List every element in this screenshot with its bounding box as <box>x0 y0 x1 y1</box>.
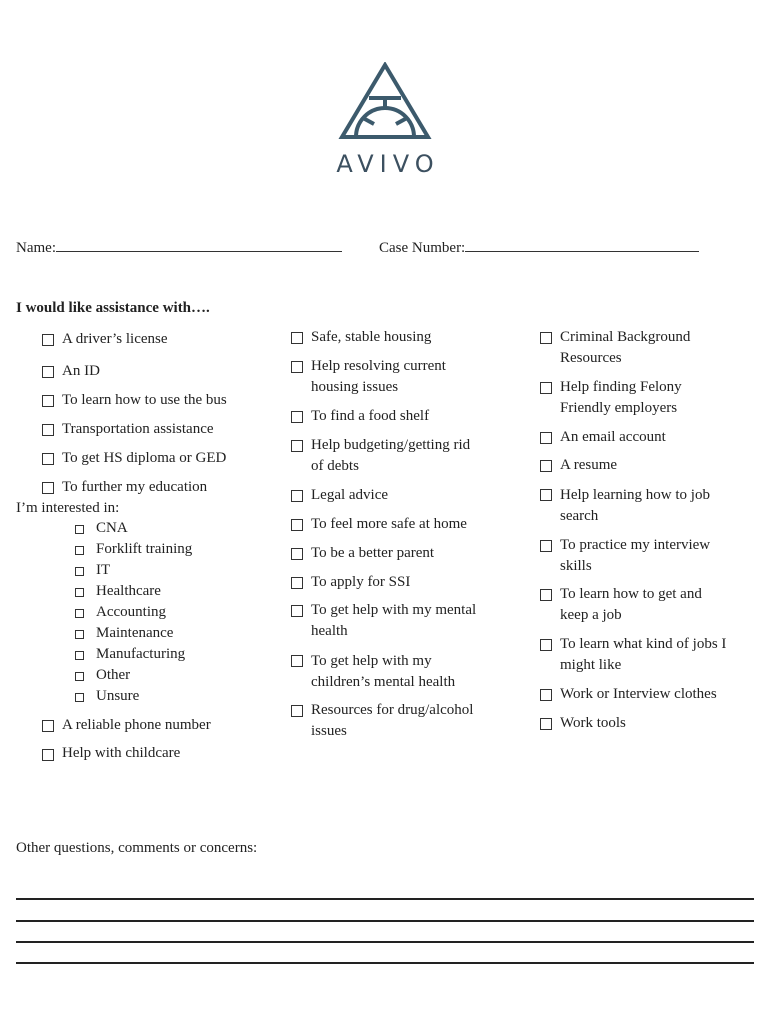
comments-label: Other questions, comments or concerns: <box>16 840 258 856</box>
checkbox[interactable] <box>291 440 303 452</box>
checkbox[interactable] <box>540 689 552 701</box>
checkbox[interactable] <box>291 332 303 344</box>
option-label: To get help with my children’s mental health <box>311 653 456 690</box>
checkbox[interactable] <box>540 589 552 601</box>
option-label: Help finding Felony Friendly employers <box>560 379 682 416</box>
name-line[interactable] <box>56 237 342 252</box>
case-number-line[interactable] <box>465 237 699 252</box>
comment-line[interactable] <box>16 920 754 922</box>
sub-option-label: Forklift training <box>96 541 193 557</box>
sub-option-label: CNA <box>96 520 128 536</box>
sub-checkbox[interactable] <box>75 525 84 534</box>
sub-option-label: Unsure <box>96 688 140 704</box>
option-label: Safe, stable housing <box>311 329 432 345</box>
checkbox[interactable] <box>42 334 54 346</box>
sub-checkbox[interactable] <box>75 693 84 702</box>
checkbox[interactable] <box>42 482 54 494</box>
sub-option-label: Manufacturing <box>96 646 186 662</box>
option-label: Criminal Background Resources <box>560 329 691 366</box>
option-label: To feel more safe at home <box>311 516 467 532</box>
sub-option-label: Accounting <box>96 604 166 620</box>
checkbox[interactable] <box>42 749 54 761</box>
option-label: To apply for SSI <box>311 574 411 590</box>
option-label: To get HS diploma or GED <box>62 450 227 466</box>
option-label: A reliable phone number <box>62 717 211 733</box>
option-label: Legal advice <box>311 487 389 503</box>
option-label: Help learning how to job search <box>560 487 710 524</box>
option-label: To get help with my mental health <box>311 602 477 639</box>
sub-option-label: Maintenance <box>96 625 174 641</box>
sub-checkbox[interactable] <box>75 609 84 618</box>
avivo-wordmark: AVIVO <box>336 150 440 178</box>
checkbox[interactable] <box>540 460 552 472</box>
option-label: To practice my interview skills <box>560 537 711 574</box>
checkbox[interactable] <box>540 540 552 552</box>
option-label: Help with childcare <box>62 745 181 761</box>
checkbox[interactable] <box>291 519 303 531</box>
sub-checkbox[interactable] <box>75 546 84 555</box>
checkbox[interactable] <box>42 453 54 465</box>
comment-line[interactable] <box>16 962 754 964</box>
checkbox[interactable] <box>540 332 552 344</box>
case-number-label: Case Number: <box>379 240 466 256</box>
checkbox[interactable] <box>540 639 552 651</box>
checkbox[interactable] <box>42 366 54 378</box>
avivo-triangle-icon <box>318 62 452 142</box>
checkbox[interactable] <box>291 705 303 717</box>
checkbox[interactable] <box>291 548 303 560</box>
option-label: To further my education <box>62 479 208 495</box>
option-label: To learn how to use the bus <box>62 392 227 408</box>
sub-option-label: Other <box>96 667 131 683</box>
checkbox[interactable] <box>540 489 552 501</box>
sub-option-label: Healthcare <box>96 583 161 599</box>
comment-line[interactable] <box>16 941 754 943</box>
option-label: To learn how to get and keep a job <box>560 586 702 623</box>
name-label: Name: <box>16 240 56 256</box>
option-label: An ID <box>62 363 100 379</box>
checkbox[interactable] <box>291 605 303 617</box>
checkbox[interactable] <box>540 718 552 730</box>
sub-checkbox[interactable] <box>75 588 84 597</box>
option-label: To be a better parent <box>311 545 435 561</box>
option-label: To find a food shelf <box>311 408 430 424</box>
option-label: Resources for drug/alcohol issues <box>311 702 474 739</box>
checkbox[interactable] <box>291 411 303 423</box>
option-label: Help resolving current housing issues <box>311 358 446 395</box>
sub-option-label: IT <box>96 562 111 578</box>
checkbox[interactable] <box>291 361 303 373</box>
name-field[interactable] <box>16 237 342 257</box>
checkbox[interactable] <box>291 490 303 502</box>
sub-checkbox[interactable] <box>75 630 84 639</box>
comment-line[interactable] <box>16 898 754 900</box>
sub-checkbox[interactable] <box>75 651 84 660</box>
checkbox[interactable] <box>291 577 303 589</box>
sub-checkbox[interactable] <box>75 567 84 576</box>
checkbox[interactable] <box>42 424 54 436</box>
option-label: A driver’s license <box>62 331 168 347</box>
option-label: Transportation assistance <box>62 421 214 437</box>
checkbox[interactable] <box>540 382 552 394</box>
checkbox[interactable] <box>42 720 54 732</box>
option-label: Work or Interview clothes <box>560 686 717 702</box>
case-number-field[interactable] <box>379 237 699 257</box>
checkbox[interactable] <box>291 655 303 667</box>
sub-checkbox[interactable] <box>75 672 84 681</box>
option-label: A resume <box>560 457 618 473</box>
option-label: An email account <box>560 429 666 445</box>
avivo-logo <box>318 62 452 178</box>
option-label: Work tools <box>560 715 626 731</box>
interested-label: I’m interested in: <box>16 500 120 516</box>
assistance-heading: I would like assistance with…. <box>16 300 210 316</box>
option-label: To learn what kind of jobs I might like <box>560 636 727 673</box>
checkbox[interactable] <box>42 395 54 407</box>
option-label: Help budgeting/getting rid of debts <box>311 437 471 474</box>
checkbox[interactable] <box>540 432 552 444</box>
